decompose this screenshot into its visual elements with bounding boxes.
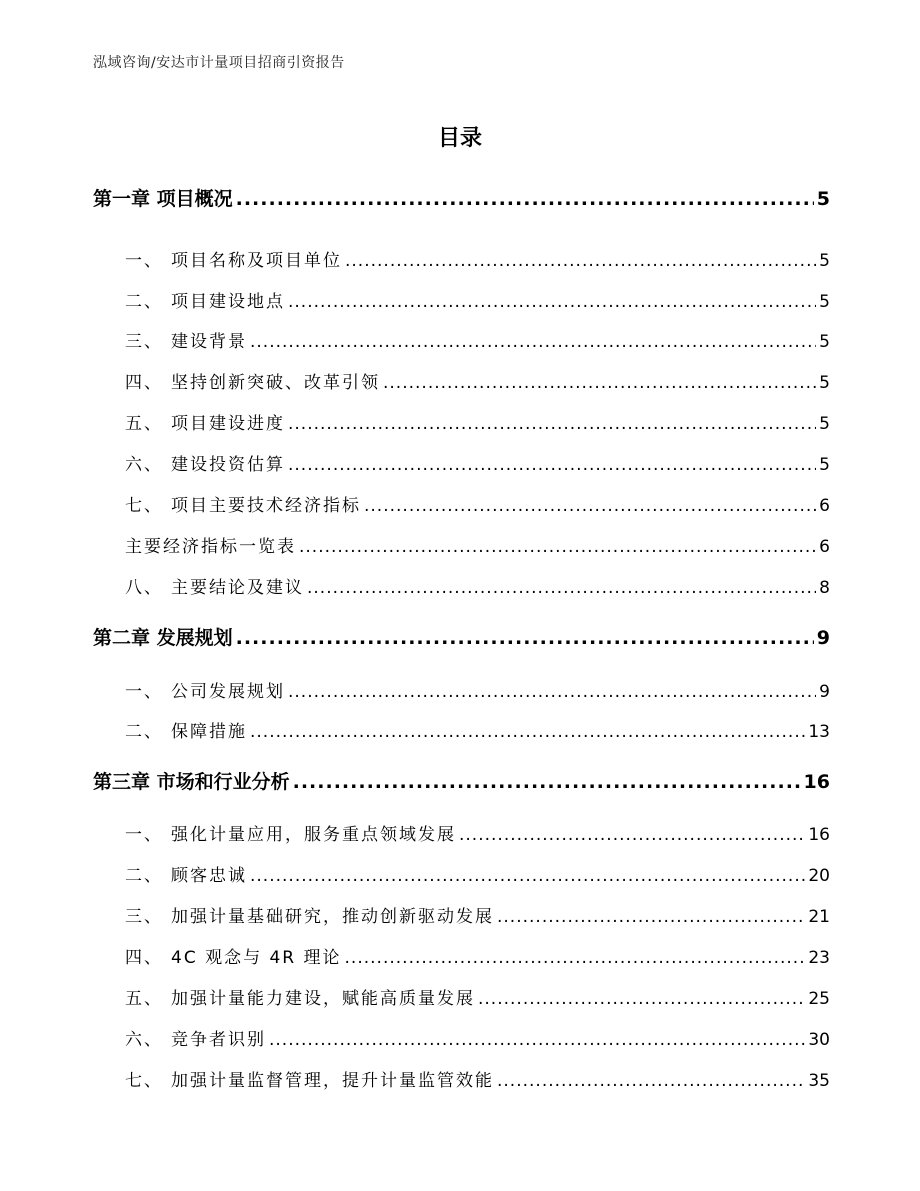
dot-leader: [269, 1030, 805, 1050]
dot-leader: [250, 722, 805, 742]
toc-entry-label: 建设投资估算: [171, 455, 285, 475]
toc-page-number: 30: [808, 1030, 830, 1050]
toc-page-number: 5: [819, 292, 830, 312]
dot-leader: [250, 866, 805, 886]
toc-entry-label: 坚持创新突破、改革引领: [171, 373, 380, 393]
toc-page-number: 5: [816, 188, 830, 210]
toc-entry[interactable]: [125, 409, 830, 434]
toc-entry-label: 顾客忠诚: [171, 866, 247, 886]
dot-leader: [364, 496, 816, 516]
toc-page-number: 5: [819, 373, 830, 393]
toc-entry[interactable]: [125, 717, 830, 742]
toc-entry[interactable]: [125, 327, 830, 352]
toc-page-number: 20: [808, 866, 830, 886]
toc-entry-number: 二、: [125, 722, 163, 742]
toc-page-number: 5: [819, 332, 830, 352]
toc-entry[interactable]: [125, 984, 830, 1009]
dot-leader: [288, 292, 816, 312]
toc-entry[interactable]: [125, 943, 830, 968]
toc-entry-number: 六、: [125, 1030, 163, 1050]
dot-leader: [288, 455, 816, 475]
toc-entry-number: 五、: [125, 989, 163, 1009]
dot-leader: [345, 948, 806, 968]
dot-leader: [497, 907, 805, 927]
toc-entry-label: 项目名称及项目单位: [171, 251, 342, 271]
dot-leader: [250, 332, 816, 352]
dot-leader: [478, 989, 805, 1009]
toc-entry[interactable]: [125, 820, 830, 845]
toc-entry[interactable]: [125, 287, 830, 312]
toc-entry[interactable]: [125, 450, 830, 475]
toc-entry-number: 四、: [125, 948, 163, 968]
toc-page-number: 21: [808, 907, 830, 927]
toc-entry-label: 项目建设进度: [171, 414, 285, 434]
toc-entry[interactable]: [125, 246, 830, 271]
toc-entry-number: 一、: [125, 825, 163, 845]
toc-page-number: 35: [808, 1071, 830, 1091]
toc-page-number: 9: [819, 682, 830, 702]
toc-entry[interactable]: [125, 677, 830, 702]
toc-entry-number: 一、: [125, 251, 163, 271]
toc-page-number: 5: [819, 414, 830, 434]
toc-entry-number: 五、: [125, 414, 163, 434]
toc-entry-label: 加强计量基础研究，推动创新驱动发展: [171, 907, 494, 927]
toc-entry[interactable]: [125, 368, 830, 393]
toc-chapter-2[interactable]: [93, 623, 830, 650]
dot-leader: [307, 578, 816, 598]
toc-page-number: 6: [819, 496, 830, 516]
toc-entry-number: 四、: [125, 373, 163, 393]
toc-page-number: 9: [816, 627, 830, 649]
toc-chapter-1[interactable]: [93, 184, 830, 211]
toc-entry-label: 主要经济指标一览表: [125, 537, 296, 557]
dot-leader: [497, 1071, 805, 1091]
toc-entry[interactable]: [125, 902, 830, 927]
toc-entry-number: 二、: [125, 292, 163, 312]
toc-entry-label: 主要结论及建议: [171, 578, 304, 598]
dot-leader: [236, 188, 814, 210]
toc-entry-label: 保障措施: [171, 722, 247, 742]
toc-entry-label: 第一章 项目概况: [93, 188, 233, 210]
toc-entry-number: 三、: [125, 332, 163, 352]
dot-leader: [299, 537, 816, 557]
toc-entry-label: 4C 观念与 4R 理论: [171, 948, 342, 968]
dot-leader: [459, 825, 805, 845]
toc-entry-label: 建设背景: [171, 332, 247, 352]
toc-entry-label: 项目主要技术经济指标: [171, 496, 361, 516]
toc-page-number: 25: [808, 989, 830, 1009]
toc-entry[interactable]: [125, 491, 830, 516]
toc-page-number: 13: [808, 722, 830, 742]
dot-leader: [236, 627, 814, 649]
toc-entry-label: 竞争者识别: [171, 1030, 266, 1050]
toc-entry[interactable]: [125, 532, 830, 557]
toc-entry-label: 强化计量应用，服务重点领域发展: [171, 825, 456, 845]
toc-entry-label: 第三章 市场和行业分析: [93, 771, 290, 793]
toc-entry-label: 加强计量能力建设，赋能高质量发展: [171, 989, 475, 1009]
dot-leader: [293, 771, 801, 793]
dot-leader: [383, 373, 816, 393]
toc-entry-number: 七、: [125, 496, 163, 516]
toc-entry[interactable]: [125, 861, 830, 886]
toc-page-number: 5: [819, 251, 830, 271]
toc-entry[interactable]: [125, 1066, 830, 1091]
toc-page-number: 5: [819, 455, 830, 475]
toc-page-number: 23: [808, 948, 830, 968]
toc-entry-label: 项目建设地点: [171, 292, 285, 312]
toc-entry-number: 二、: [125, 866, 163, 886]
toc-page-number: 16: [808, 825, 830, 845]
dot-leader: [345, 251, 816, 271]
toc-entry-number: 三、: [125, 907, 163, 927]
toc-entry-label: 第二章 发展规划: [93, 627, 233, 649]
dot-leader: [288, 414, 816, 434]
toc-entry-label: 公司发展规划: [171, 682, 285, 702]
toc-entry-number: 六、: [125, 455, 163, 475]
toc-entry-number: 八、: [125, 578, 163, 598]
toc-entry-label: 加强计量监督管理，提升计量监管效能: [171, 1071, 494, 1091]
toc-entry[interactable]: [125, 573, 830, 598]
dot-leader: [288, 682, 816, 702]
toc-chapter-3[interactable]: [93, 767, 830, 794]
toc-entry-number: 一、: [125, 682, 163, 702]
toc-page-number: 16: [803, 771, 830, 793]
toc-entry[interactable]: [125, 1025, 830, 1050]
toc-page-number: 8: [819, 578, 830, 598]
toc-page-number: 6: [819, 537, 830, 557]
page-title: 目录: [437, 126, 482, 151]
toc-entry-number: 七、: [125, 1071, 163, 1091]
running-header: 泓域咨询/安达市计量项目招商引资报告: [93, 55, 345, 71]
